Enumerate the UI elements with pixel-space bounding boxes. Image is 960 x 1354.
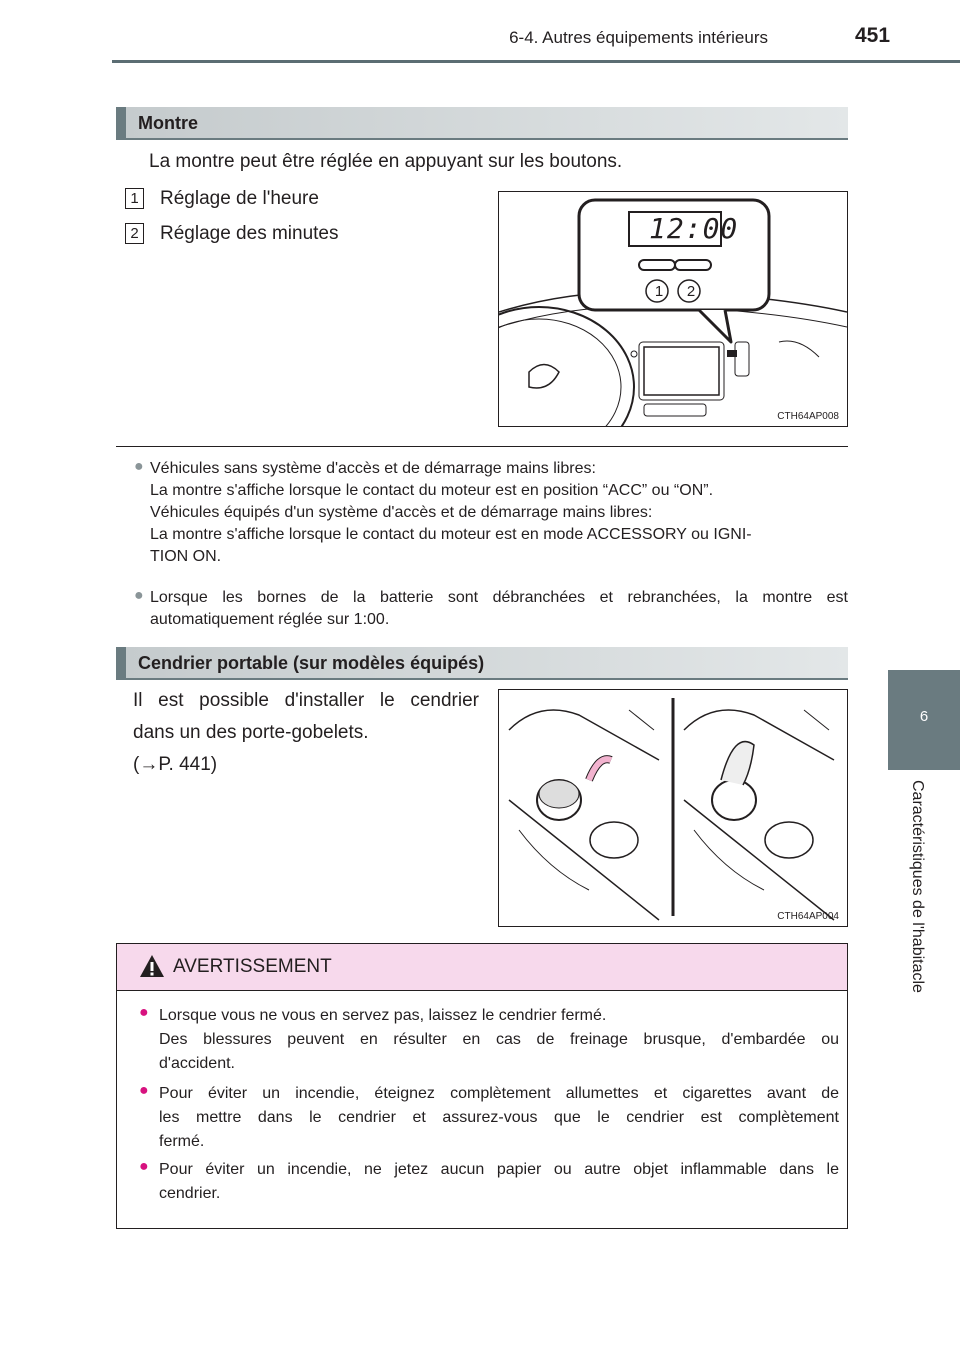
figure-code-ashtray: CTH64AP004: [777, 911, 839, 922]
notes-divider: [116, 446, 848, 447]
note-1-line: TION ON.: [150, 548, 222, 565]
note-bullet-icon: ●: [134, 587, 144, 604]
callout-2: 2: [686, 283, 696, 300]
ashtray-text-line: dans un des porte-gobelets.: [133, 722, 369, 743]
warning-line: Pour éviter un incendie, ne jetez aucun papier ou autre objet inflammable dans le: [159, 1161, 839, 1178]
warning-line: fermé.: [159, 1133, 205, 1150]
item-label-2: Réglage des minutes: [160, 223, 339, 244]
note-2-line: automatiquement réglée sur 1:00.: [150, 611, 390, 628]
note-1-line: La montre s'affiche lorsque le contact du moteur est en position “ACC” ou “ON”.: [150, 482, 714, 499]
warning-bullet-icon: ●: [139, 1004, 149, 1021]
warning-line: Des blessures peuvent en résulter en cas de freinage brusque, d'embardée ou: [159, 1031, 839, 1048]
chapter-title: Caractéristiques de l'habitacle: [909, 780, 926, 993]
clock-illustration: [498, 191, 848, 427]
header-rule: [112, 60, 960, 63]
cupholder-drawing: [499, 690, 847, 926]
note-2: [150, 587, 848, 631]
note-1-line: Véhicules équipés d'un système d'accès et de démarrage mains libres:: [150, 504, 653, 521]
warning-header: [117, 944, 847, 991]
ashtray-text-line: (→P. 441): [133, 754, 218, 775]
warning-bullet-icon: ●: [139, 1158, 149, 1175]
note-1-line: Véhicules sans système d'accès et de démarrage mains libres:: [150, 460, 596, 477]
warning-item-3: [159, 1158, 839, 1206]
warning-item-2: [159, 1082, 839, 1154]
ashtray-illustration: [498, 689, 848, 927]
item-number-1: 1: [125, 188, 144, 209]
clock-intro: La montre peut être réglée en appuyant sur les boutons.: [149, 151, 623, 172]
warning-line: d'accident.: [159, 1055, 235, 1072]
warning-title: AVERTISSEMENT: [173, 956, 332, 977]
note-2-line: Lorsque les bornes de la batterie sont débranchées et rebranchées, la montre est: [150, 589, 848, 606]
note-bullet-icon: ●: [134, 458, 144, 475]
warning-bullet-icon: ●: [139, 1082, 149, 1099]
ashtray-text: [133, 685, 479, 781]
item-number-2: 2: [125, 223, 144, 244]
warning-box: [116, 943, 848, 1229]
warning-item-1: [159, 1004, 839, 1076]
callout-1: 1: [654, 283, 664, 300]
figure-code-clock: CTH64AP008: [777, 411, 839, 422]
section-heading-ashtray: [116, 647, 848, 680]
header-section-title: 6-4. Autres équipements intérieurs: [509, 28, 768, 47]
warning-line: Lorsque vous ne vous en servez pas, laissez le cendrier fermé.: [159, 1007, 607, 1024]
item-label-1: Réglage de l'heure: [160, 188, 319, 209]
note-1-line: La montre s'affiche lorsque le contact du moteur est en mode ACCESSORY ou IGNI-: [150, 526, 752, 543]
ashtray-text-line: Il est possible d'installer le cendrier: [133, 690, 479, 711]
section-heading-ashtray-label: Cendrier portable (sur modèles équipés): [138, 653, 485, 673]
page-number: 451: [855, 24, 891, 47]
warning-line: Pour éviter un incendie, éteignez complètement allumettes et cigarettes avant de: [159, 1085, 839, 1102]
warning-triangle-icon: [139, 954, 165, 978]
section-heading-clock: [116, 107, 848, 140]
section-heading-clock-label: Montre: [138, 113, 198, 133]
chapter-number: 6: [919, 708, 929, 725]
warning-line: cendrier.: [159, 1185, 221, 1202]
note-1: [150, 458, 848, 568]
clock-display-time: 12:00: [649, 212, 739, 245]
warning-line: les mettre dans le cendrier et assurez-vous que le cendrier est complètement: [159, 1109, 839, 1126]
